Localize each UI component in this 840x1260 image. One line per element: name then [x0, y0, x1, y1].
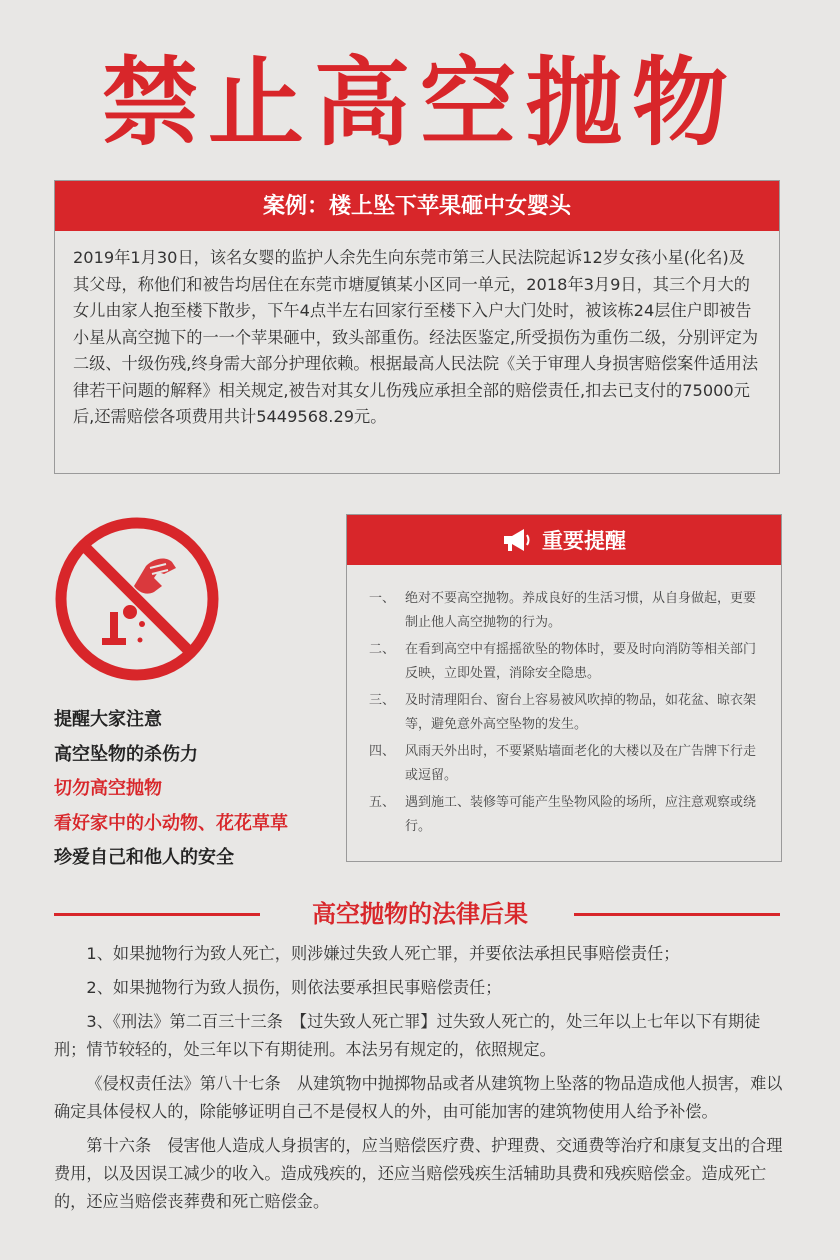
reminder-item-text: 绝对不要高空抛物。养成良好的生活习惯，从自身做起，更要制止他人高空抛物的行为。 — [405, 591, 757, 630]
law-paragraph: 3、《刑法》第二百三十三条 【过失致人死亡罪】过失致人死亡的，处三年以上七年以下有期徒刑；情节较轻的，处三年以下有期徒刑。本法另有规定的，依照规定。 — [54, 1012, 761, 1059]
reminder-heading-bar — [347, 515, 781, 565]
reminder-item-number: 二、 — [369, 642, 396, 657]
note-line: 提醒大家注意 — [54, 709, 162, 730]
no-throwing-sign-icon — [54, 516, 220, 682]
reminder-item-text: 在看到高空中有摇摇欲坠的物体时，要及时向消防等相关部门反映，立即处置，消除安全隐患。 — [405, 642, 757, 681]
reminder-heading: 重要提醒 — [542, 528, 626, 553]
reminder-item — [369, 587, 757, 635]
law-paragraph: 第十六条 侵害他人造成人身损害的，应当赔偿医疗费、护理费、交通费等治疗和康复支出的合理费用，以及因误工减少的收入。造成残疾的，还应当赔偿残疾生活辅助具费和残疾赔偿金。造成死亡的，还应当赔偿丧葬费和死亡赔偿金。 — [54, 1136, 783, 1211]
reminder-item-text: 及时清理阳台、窗台上容易被风吹掉的物品，如花盆、晾衣架等，避免意外高空坠物的发生。 — [405, 693, 757, 732]
reminder-item-number: 五、 — [369, 795, 396, 810]
law-paragraph: 1、如果抛物行为致人死亡，则涉嫌过失致人死亡罪，并要依法承担民事赔偿责任； — [86, 944, 680, 963]
case-box — [54, 180, 780, 474]
case-body: 2019年1月30日，该名女婴的监护人余先生向东莞市第三人民法院起诉12岁女孩小星(化名)及其父母，称他们和被告均居住在东莞市塘厦镇某小区同一单元，2018年3月9日，其三个月大的女儿由家人抱至楼下散步，下午4点半左右回家行至楼下入户大门处时，被该栋24层住户即被告小星从高空抛下的一一个苹果砸中，致头部重伤。经法医鉴定,所受损伤为重伤二级，分别评定为二级、十级伤残,终身需大部分护理依赖。根据最高人民法院《关于审理人身损害赔偿案件适用法律若干问题的解释》相关规定,被告对其女儿伤残应承担全部的赔偿责任,扣去已支付的75000元后,还需赔偿各项费用共计5449568.29元。 — [73, 248, 759, 426]
note-line: 珍爱自己和他人的安全 — [54, 847, 234, 868]
law-paragraph: 《侵权责任法》第八十七条 从建筑物中抛掷物品或者从建筑物上坠落的物品造成他人损害，难以确定具体侵权人的，除能够证明自己不是侵权人的外，由可能加害的建筑物使用人给予补偿。 — [54, 1074, 783, 1121]
reminder-item-number: 一、 — [369, 591, 396, 606]
reminder-item — [369, 689, 757, 737]
reminder-item-text: 遇到施工、装修等可能产生坠物风险的场所，应注意观察或绕行。 — [405, 795, 757, 834]
reminder-list — [347, 565, 781, 839]
note-line: 看好家中的小动物、花花草草 — [54, 812, 288, 834]
notes — [54, 703, 288, 876]
poster-title: 禁止高空抛物 — [102, 47, 738, 159]
reminder-item-text: 风雨天外出时，不要紧贴墙面老化的大楼以及在广告牌下行走或逗留。 — [405, 744, 757, 783]
reminder-item — [369, 638, 757, 686]
reminder-item — [369, 740, 757, 788]
reminder-box — [346, 514, 782, 862]
law-paragraph: 2、如果抛物行为致人损伤，则依法要承担民事赔偿责任； — [86, 978, 502, 997]
law-heading: 高空抛物的法律后果 — [312, 900, 528, 928]
case-heading: 案例：楼上坠下苹果砸中女婴头 — [55, 181, 779, 231]
megaphone-icon — [502, 527, 532, 553]
reminder-item-number: 四、 — [369, 744, 396, 759]
reminder-item-number: 三、 — [369, 693, 396, 708]
note-line: 切勿高空抛物 — [54, 778, 162, 799]
law-heading-row — [0, 894, 840, 934]
reminder-item — [369, 791, 757, 839]
law-body — [54, 940, 784, 1222]
note-line: 高空坠物的杀伤力 — [54, 743, 198, 765]
